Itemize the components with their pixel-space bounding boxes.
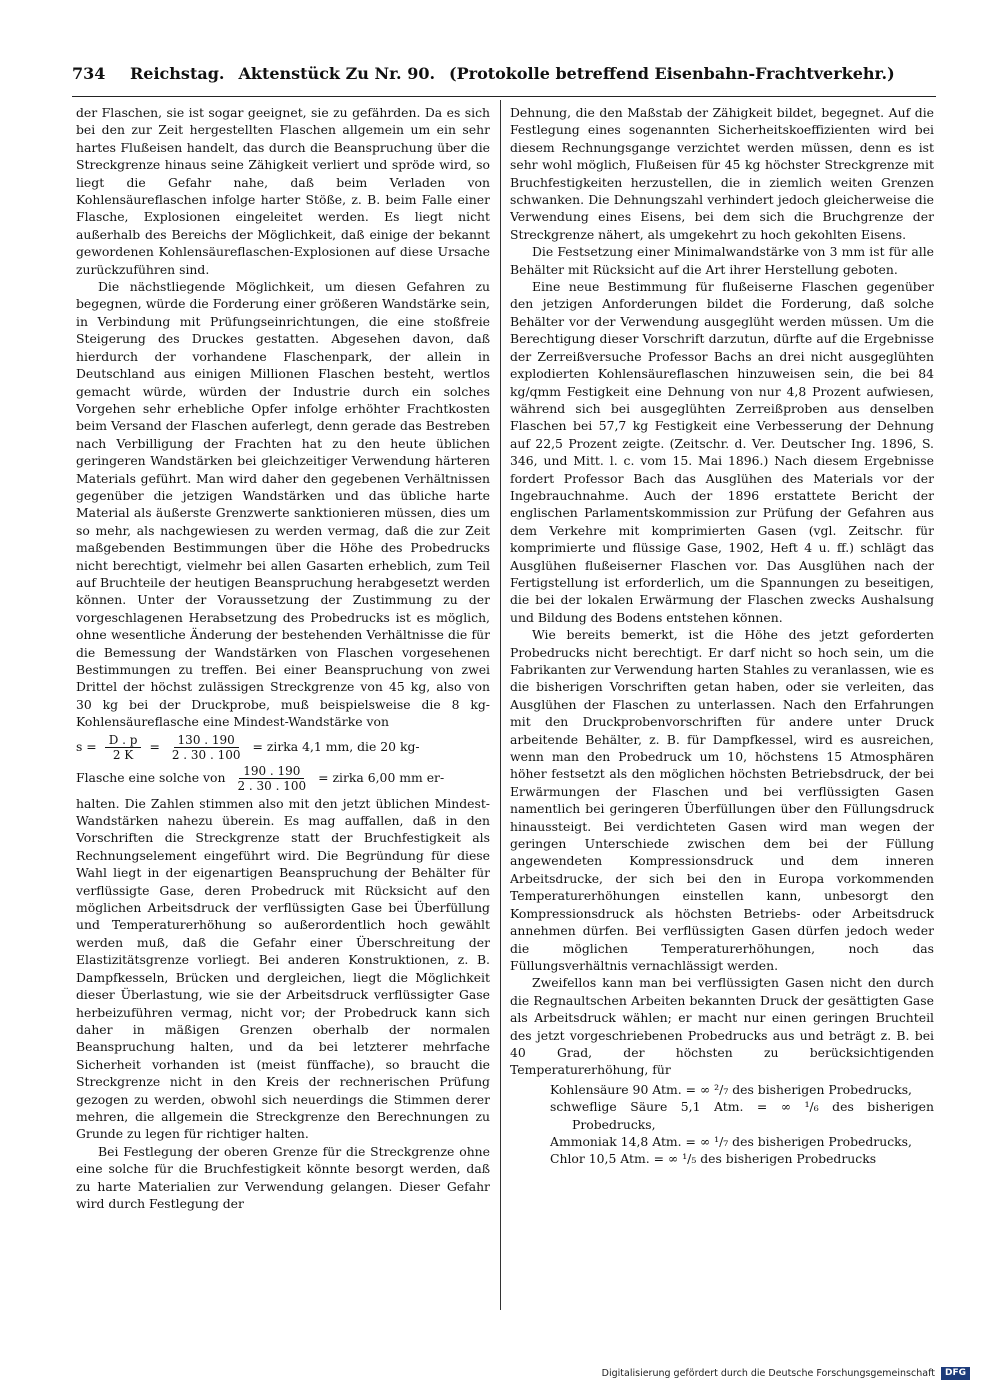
left-column bbox=[76, 104, 490, 1314]
right-paragraph-5: Zweifellos kann man bei verflüssigten Gasen nicht den durch die Regnaultschen Arbeiten bekannten Druck der gesättigten Gase als Arbeitsdruck wählen; er macht nur einen geringen Bruchteil des jetzt vorgeschriebenen Probedrucks aus und beträgt z. B. bei 40 Grad, der höchsten zu berücksichtigenden Temperaturerhöhung, für bbox=[510, 975, 934, 1078]
formula-result-6mm: = zirka 6,00 mm er- bbox=[318, 770, 445, 786]
formula-wall-thickness-20kg bbox=[76, 764, 490, 793]
fraction-denominator: 2 . 30 . 100 bbox=[171, 747, 241, 762]
gas-pressure-list bbox=[550, 1081, 934, 1168]
formula-lead-text: Flasche eine solche von bbox=[76, 770, 226, 786]
fraction-190-190 bbox=[233, 764, 310, 793]
list-item: Kohlensäure 90 Atm. = ∞ ²/₇ des bisherigen Probedrucks, bbox=[550, 1081, 912, 1097]
right-column bbox=[510, 104, 934, 1314]
fraction-numerator: 190 . 190 bbox=[239, 764, 304, 779]
right-paragraph-3: Eine neue Bestimmung für flußeiserne Flaschen gegenüber den jetzigen Anforderungen bildet die Forderung, daß solche Behälter vor der Verwendung ausgeglüht werden müssen. Um die Berechtigung dieser Vorschrift darzutun, dürfte auf die Ergebnisse der Zerreißversuche Professor Bachs an drei nicht ausgeglühten explodierten Kohlensäureflaschen hinzuweisen sein, die bei 84 kg/qmm Festigkeit eine Dehnung von nur 4,8 Prozent aufwiesen, während sich bei ausgeglühten Zerreißproben aus denselben Flaschen bei 57,7 kg Festigkeit eine Verbesserung der Dehnung auf 22,5 Prozent zeigte. (Zeitschr. d. Ver. Deutscher Ing. 1896, S. 346, und Mitt. l. c. vom 15. Mai 1896.) Nach diesem Ergebnisse fordert Professor Bach das Ausglühen des Materials vor der Ingebrauchnahme. Auch der 1896 erstattete Bericht der englischen Parlamentskommission zur Prüfung der Gefahren aus dem Verkehre mit komprimierten Gasen (vgl. Zeitschr. für komprimierte und flüssige Gase, 1902, Heft 4 u. ff.) schlägt das Ausglühen flußeiserner Flaschen vor. Das Ausglühen nach der Fertigstellung ist erforderlich, um die Spannungen zu beseitigen, die bei der lokalen Erwärmung der Flaschen zwecks Aushalsung und Bildung des Bodens entstehen können. bbox=[510, 279, 934, 625]
right-paragraph-2: Die Festsetzung einer Minimalwandstärke von 3 mm ist für alle Behälter mit Rücksicht auf die Art ihrer Herstellung geboten. bbox=[510, 244, 934, 277]
fraction-denominator: 2 . 30 . 100 bbox=[237, 778, 307, 793]
left-paragraph-3: halten. Die Zahlen stimmen also mit den jetzt üblichen Mindest-Wandstärken nahezu überein. Es mag auffallen, daß in den Vorschriften die Streckgrenze statt der Bruchfestigkeit als Rechnungselement eingeführt wird. Die Begründung für diese Wahl liegt in der eigenartigen Beanspruchung der Behälter für verflüssigte Gase, deren Probedruck mit Rücksicht auf den möglichen Arbeitsdruck der verflüssigten Gase bei Überfüllung und Temperaturerhöhung so außerordentlich hoch gewählt werden muß, daß die Gefahr einer Überschreitung der Elastizitätsgrenze vorliegt. Bei anderen Konstruktionen, z. B. Dampfkesseln, Brücken und dergleichen, liegt die Möglichkeit dieser Überlastung, wie sie der Arbeitsdruck verflüssigter Gase herbeizuführen vermag, nicht vor; der Probedruck kann sich daher in mäßigen Grenzen oberhalb der normalen Beanspruchung halten, und da bei letzterer mehrfache Sicherheit vorhanden ist (meist fünffache), so braucht die Streckgrenze nicht in den Kreis der rechnerischen Prüfung gezogen zu werden, obwohl sich neuerdings die Stimmen derer mehren, die allgemein die Streckgrenze den Berechnungen zu Grunde zu legen für richtiger halten. bbox=[76, 795, 490, 1142]
formula-lhs: s = bbox=[76, 739, 97, 755]
fraction-numerator: D . p bbox=[105, 733, 142, 748]
right-paragraph-4: Wie bereits bemerkt, ist die Höhe des jetzt geforderten Probedrucks nicht berechtigt. Er darf nicht so hoch sein, um die Fabrikanten zur Verwendung harten Stahles zu veranlassen, wie es die bisherigen Vorschriften getan haben, oder sie verleiten, das Ausglühen der Flaschen zu unterlassen. Nach den Erfahrungen mit den Druckprobenvorschriften für andere unter Druck arbeitende Behälter, z. B. für Dampfkessel, wird es ausreichen, wenn man den Probedruck um 10, höchstens 15 Atmosphären höher festsetzt als den möglichen höchsten Betriebsdruck, der bei Erwärmungen der Flaschen und bei verflüssigten Gasen namentlich bei geringeren Überfüllungen über den Füllungsdruck hinaussteigt. Bei verdichteten Gasen wird man wegen der geringen Unterschiede zwischen dem bei der Füllung angewendeten Kompressionsdruck und dem inneren Arbeitsdrucke, der sich bei den in Europa vorkommenden Temperaturerhöhungen einstellen kann, unbesorgt den Kompressionsdruck als höchsten Betriebs- oder Arbeitsdruck annehmen dürfen. Bei verflüssigten Gasen dürfen jedoch weder die möglichen Temperaturerhöhungen, noch das Füllungsverhältnis vernachlässigt werden. bbox=[510, 627, 934, 973]
credit-text: Digitalisierung gefördert durch die Deutsche Forschungsgemeinschaft bbox=[601, 1367, 935, 1379]
formula-result-4mm: = zirka 4,1 mm, die 20 kg- bbox=[252, 739, 420, 755]
list-item: Chlor 10,5 Atm. = ∞ ¹/₅ des bisherigen Probedrucks bbox=[550, 1151, 877, 1167]
header-title-reichstag: Reichstag. bbox=[130, 64, 225, 83]
right-paragraph-1: Dehnung, die den Maßstab der Zähigkeit bildet, begegnet. Auf die Festlegung eines sogenannten Sicherheitskoeffizienten wird bei diesem Rechnungsgange verzichtet werden müssen, denn es ist sehr wohl möglich, Flußeisen für 45 kg höchster Streckgrenze mit Bruchfestigkeiten herzustellen, die in ziemlich weiten Grenzen schwanken. Die Dehnungszahl verhindert jedoch gleicherweise die Verwendung eines Eisens, bei dem sich die Bruchgrenze der Streckgrenze nähert, als umgekehrt zu hoch gekohlten Eisens. bbox=[510, 105, 934, 242]
dfg-logo: DFG bbox=[941, 1367, 970, 1380]
header-title-aktenstueck: Aktenstück Zu Nr. 90. bbox=[238, 64, 436, 83]
fraction-numerator: 130 . 190 bbox=[174, 733, 239, 748]
left-paragraph-4: Bei Festlegung der oberen Grenze für die Streckgrenze ohne eine solche für die Bruchfestigkeit könnte besorgt werden, daß zu harte Materialien zur Verwendung gelangen. Dieser Gefahr wird durch Festlegung der bbox=[76, 1143, 490, 1211]
formula-wall-thickness-8kg bbox=[76, 733, 490, 762]
fraction-dp-2k bbox=[105, 733, 142, 762]
header-title-protokolle: (Protokolle betreffend Eisenbahn-Frachtverkehr.) bbox=[449, 64, 895, 83]
page-number: 734 bbox=[72, 64, 106, 83]
fraction-denominator: 2 K bbox=[112, 747, 134, 762]
digitization-credit bbox=[600, 1366, 970, 1380]
header-rule bbox=[72, 96, 936, 97]
fraction-130-190 bbox=[168, 733, 245, 762]
list-item: schweflige Säure 5,1 Atm. = ∞ ¹/₆ des bisherigen Probedrucks, bbox=[550, 1099, 934, 1132]
column-divider bbox=[500, 100, 501, 1310]
list-item: Ammoniak 14,8 Atm. = ∞ ¹/₇ des bisherigen Probedrucks, bbox=[550, 1133, 912, 1149]
left-paragraph-1: der Flaschen, sie ist sogar geeignet, sie zu gefährden. Da es sich bei den zur Zeit hergestellten Flaschen allgemein um ein sehr hartes Flußeisen handelt, das durch die Beanspruchung über die Streckgrenze hinaus seine Zähigkeit verliert und spröde wird, so liegt die Gefahr nahe, daß beim Verladen von Kohlensäureflaschen infolge harter Stöße, z. B. beim Falle einer Flasche, Explosionen eingeleitet werden. Es liegt nicht außerhalb des Bereichs der Möglichkeit, daß einige der bekannt gewordenen Kohlensäureflaschen-Explosionen auf diese Ursache zurückzuführen sind. bbox=[76, 105, 490, 277]
formula-equals: = bbox=[149, 739, 160, 755]
page-header bbox=[72, 64, 936, 92]
left-paragraph-2: Die nächstliegende Möglichkeit, um diesen Gefahren zu begegnen, würde die Forderung einer größeren Wandstärke sein, in Verbindung mit Prüfungseinrichtungen, die eine stoßfreie Steigerung des Druckes gestatten. Abgesehen davon, daß hierdurch der vorhandene Flaschenpark, der allein in Deutschland aus einigen Millionen Flaschen besteht, wertlos gemacht würde, würden der Industrie durch ein solches Vorgehen sehr erhebliche Opfer infolge erhöhter Frachtkosten beim Versand der Flaschen auferlegt, denn gerade das Bestreben nach Verbilligung der Frachten hat zu den heute üblichen geringeren Wandstärken bei gleichzeitiger Verwendung härteren Materials geführt. Man wird daher den gegebenen Verhältnissen gegenüber die jetzigen Wandstärken und das übliche harte Material als äußerste Grenzwerte sanktionieren müssen, dies um so mehr, als nachgewiesen zu werden vermag, daß die zur Zeit maßgebenden Bestimmungen über die Höhe des Probedrucks nicht berechtigt, vielmehr bei allen Gasarten erheblich, zum Teil auf Bruchteile der heutigen Beanspruchung herabgesetzt werden können. Unter der Voraussetzung der Zustimmung zu der vorgeschlagenen Herabsetzung des Probedrucks ist es möglich, ohne wesentliche Änderung der bestehenden Verhältnisse die für die Bemessung der Wandstärken von Flaschen vorgesehenen Bestimmungen zu treffen. Bei einer Beanspruchung von zwei Drittel der höchst zulässigen Streckgrenze von 45 kg, also von 30 kg bei der Druckprobe, muß beispielsweise die 8 kg-Kohlensäureflasche eine Mindest-Wandstärke von bbox=[76, 279, 490, 730]
